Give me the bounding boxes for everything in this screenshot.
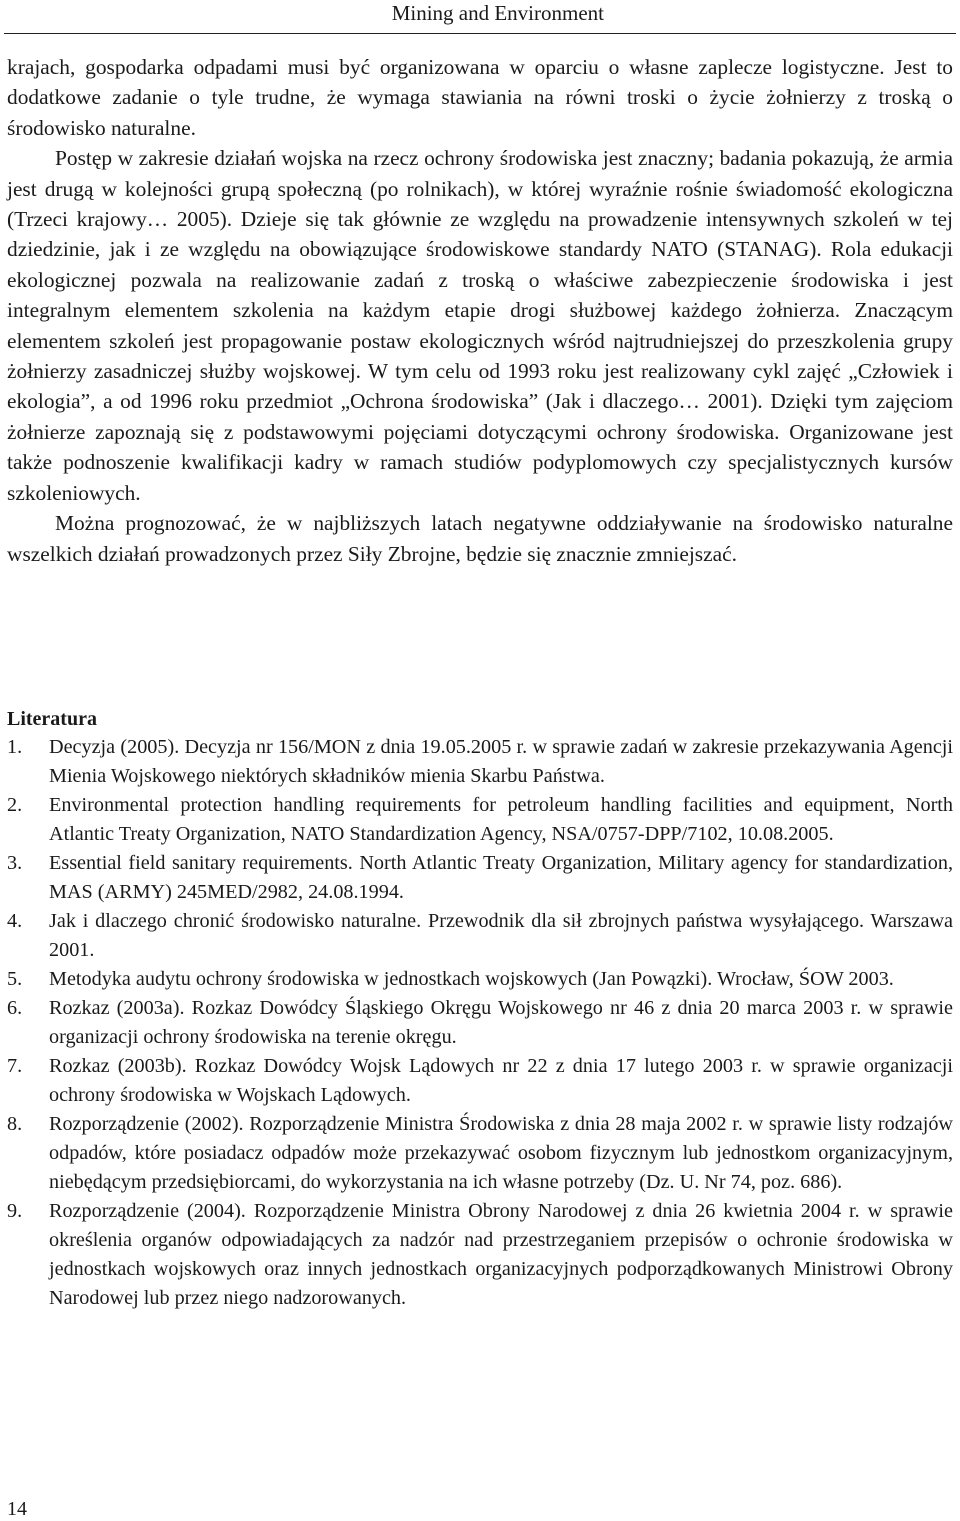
- running-header: Mining and Environment: [391, 1, 604, 25]
- reference-number: 9.: [7, 1200, 23, 1222]
- reference-item: [7, 733, 953, 791]
- reference-number: 3.: [7, 852, 23, 874]
- body-text: [7, 52, 953, 569]
- reference-text: Environmental protection handling requirements for petroleum handling facilities and equipment, North Atlantic Treaty Organization, NATO Standardization Agency, NSA/0757-DPP/7102, 10.08.2005.: [49, 794, 953, 845]
- references-list: [7, 733, 953, 1313]
- reference-text: Jak i dlaczego chronić środowisko naturalne. Przewodnik dla sił zbrojnych państwa wysyłającego. Warszawa 2001.: [49, 910, 953, 961]
- reference-number: 1.: [7, 736, 23, 758]
- reference-text: Rozporządzenie (2002). Rozporządzenie Ministra Środowiska z dnia 28 maja 2002 r. w sprawie listy rodzajów odpadów, które posiadacz odpadów może przekazywać osobom fizycznym lub jednostkom organizacyjnym, niebędącym przedsiębiorcami, do wykorzystania na ich własne potrzeby (Dz. U. Nr 74, poz. 686).: [49, 1113, 953, 1193]
- reference-text: Metodyka audytu ochrony środowiska w jednostkach wojskowych (Jan Powązki). Wrocław, ŚOW 2003.: [49, 968, 894, 990]
- reference-item: [7, 791, 953, 849]
- reference-item: [7, 1110, 953, 1197]
- paragraph-2: Postęp w zakresie działań wojska na rzecz ochrony środowiska jest znaczny; badania pokazują, że armia jest drugą w kolejności grupą społeczną (po rolnikach), w której wyraźnie rośnie świadomość ekologiczna (Trzeci krajowy… 2005). Dzieje się tak głównie ze względu na prowadzenie intensywnych szkoleń w tej dziedzinie, jak i ze względu na obowiązujące środowiskowe standardy NATO (STANAG). Rola edukacji ekologicznej pozwala na realizowanie zadań z troską o właściwe zabezpieczenie środowiska i jest integralnym elementem szkolenia na każdym etapie drogi służbowej każdego żołnierza. Znaczącym elementem szkoleń jest propagowanie postaw ekologicznych wśród najtrudniejszej do przeszkolenia grupy żołnierzy zasadniczej służby wojskowej. W tym celu od 1993 roku jest realizowany cykl zajęć „Człowiek i ekologia”, a od 1996 roku przedmiot „Ochrona środowiska” (Jak i dlaczego… 2001). Dzięki tym zajęciom żołnierze zapoznają się z podstawowymi pojęciami dotyczącymi ochrony środowiska. Organizowane jest także podnoszenie kwalifikacji kadry w ramach studiów podyplomowych czy specjalistycznych kursów szkoleniowych.: [7, 146, 953, 505]
- reference-number: 7.: [7, 1055, 23, 1077]
- reference-text: Rozkaz (2003a). Rozkaz Dowódcy Śląskiego Okręgu Wojskowego nr 46 z dnia 20 marca 2003 r. w sprawie organizacji ochrony środowiska na terenie okręgu.: [49, 997, 953, 1048]
- reference-number: 5.: [7, 968, 23, 990]
- reference-item: [7, 849, 953, 907]
- reference-item: [7, 1052, 953, 1110]
- reference-item: [7, 1197, 953, 1313]
- reference-number: 8.: [7, 1113, 23, 1135]
- reference-text: Decyzja (2005). Decyzja nr 156/MON z dnia 19.05.2005 r. w sprawie zadań w zakresie przekazywania Agencji Mienia Wojskowego niektórych składników mienia Skarbu Państwa.: [49, 736, 953, 787]
- references-title: Literatura: [7, 708, 97, 730]
- reference-text: Essential field sanitary requirements. North Atlantic Treaty Organization, Military agency for standardization, MAS (ARMY) 245MED/2982, 24.08.1994.: [49, 852, 953, 903]
- reference-item: [7, 994, 953, 1052]
- paragraph-1: krajach, gospodarka odpadami musi być organizowana w oparciu o własne zaplecze logistyczne. Jest to dodatkowe zadanie o tyle trudne, że wymaga stawiania na równi troski o życie żołnierzy z troską o środowisko naturalne.: [7, 55, 953, 140]
- reference-item: [7, 965, 953, 994]
- reference-number: 6.: [7, 997, 23, 1019]
- reference-number: 4.: [7, 910, 23, 932]
- reference-number: 2.: [7, 794, 23, 816]
- header-rule: [4, 33, 956, 34]
- paragraph-3: Można prognozować, że w najbliższych latach negatywne oddziaływanie na środowisko naturalne wszelkich działań prowadzonych przez Siły Zbrojne, będzie się znacznie zmniejszać.: [7, 511, 953, 566]
- page-number: 14: [7, 1498, 27, 1520]
- reference-item: [7, 907, 953, 965]
- reference-text: Rozporządzenie (2004). Rozporządzenie Ministra Obrony Narodowej z dnia 26 kwietnia 2004 r. w sprawie określenia organów odpowiadających za nadzór nad przestrzeganiem przepisów o ochronie środowiska w jednostkach wojskowych oraz innych jednostkach organizacyjnych podporządkowanych Ministrowi Obrony Narodowej lub przez niego nadzorowanych.: [49, 1200, 953, 1309]
- reference-text: Rozkaz (2003b). Rozkaz Dowódcy Wojsk Lądowych nr 22 z dnia 17 lutego 2003 r. w sprawie organizacji ochrony środowiska w Wojskach Lądowych.: [49, 1055, 953, 1106]
